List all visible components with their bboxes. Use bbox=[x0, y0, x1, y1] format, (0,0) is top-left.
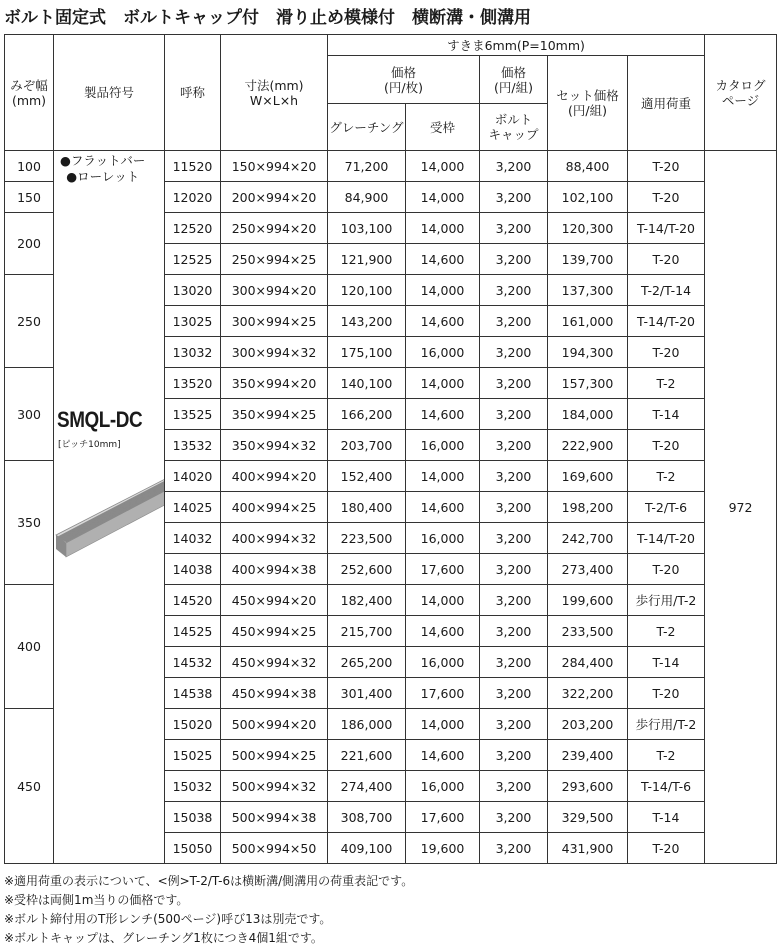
yobi-cell: 15038 bbox=[165, 802, 221, 833]
load-cell: T-2 bbox=[628, 616, 705, 647]
grating-price-cell: 182,400 bbox=[328, 585, 406, 616]
yobi-cell: 13032 bbox=[165, 337, 221, 368]
size-cell: 300×994×20 bbox=[221, 275, 328, 306]
bolt-cap-price-cell: 3,200 bbox=[480, 306, 548, 337]
bolt-cap-price-cell: 3,200 bbox=[480, 430, 548, 461]
frame-price-cell: 14,600 bbox=[406, 244, 480, 275]
size-cell: 450×994×25 bbox=[221, 616, 328, 647]
size-cell: 500×994×25 bbox=[221, 740, 328, 771]
yobi-cell: 14532 bbox=[165, 647, 221, 678]
load-cell: T-14 bbox=[628, 802, 705, 833]
grating-price-cell: 143,200 bbox=[328, 306, 406, 337]
frame-price-cell: 16,000 bbox=[406, 337, 480, 368]
grating-price-cell: 223,500 bbox=[328, 523, 406, 554]
yobi-cell: 13520 bbox=[165, 368, 221, 399]
yobi-cell: 14538 bbox=[165, 678, 221, 709]
load-cell: T-20 bbox=[628, 554, 705, 585]
frame-price-cell: 14,000 bbox=[406, 368, 480, 399]
frame-price-cell: 14,600 bbox=[406, 492, 480, 523]
size-cell: 150×994×20 bbox=[221, 151, 328, 182]
set-price-cell: 137,300 bbox=[548, 275, 628, 306]
bolt-cap-price-cell: 3,200 bbox=[480, 182, 548, 213]
load-cell: T-20 bbox=[628, 833, 705, 864]
size-cell: 450×994×38 bbox=[221, 678, 328, 709]
load-cell: T-14/T-20 bbox=[628, 523, 705, 554]
bolt-cap-price-cell: 3,200 bbox=[480, 616, 548, 647]
mizohaba-cell: 350 bbox=[5, 461, 54, 585]
mizohaba-cell: 150 bbox=[5, 182, 54, 213]
load-cell: T-14 bbox=[628, 399, 705, 430]
catalog-page-cell: 972 bbox=[705, 151, 777, 864]
header-grating: グレーチング bbox=[328, 104, 406, 151]
frame-price-cell: 14,000 bbox=[406, 213, 480, 244]
yobi-cell: 12520 bbox=[165, 213, 221, 244]
header-set-price: セット価格 (円/組) bbox=[548, 56, 628, 151]
frame-price-cell: 16,000 bbox=[406, 523, 480, 554]
bolt-cap-price-cell: 3,200 bbox=[480, 399, 548, 430]
frame-price-cell: 16,000 bbox=[406, 430, 480, 461]
grating-price-cell: 152,400 bbox=[328, 461, 406, 492]
size-cell: 500×994×38 bbox=[221, 802, 328, 833]
bolt-cap-price-cell: 3,200 bbox=[480, 833, 548, 864]
grating-price-cell: 308,700 bbox=[328, 802, 406, 833]
product-features bbox=[60, 153, 145, 185]
bolt-cap-price-cell: 3,200 bbox=[480, 709, 548, 740]
bolt-cap-price-cell: 3,200 bbox=[480, 461, 548, 492]
size-cell: 350×994×20 bbox=[221, 368, 328, 399]
yobi-cell: 13532 bbox=[165, 430, 221, 461]
size-cell: 500×994×20 bbox=[221, 709, 328, 740]
bolt-cap-price-cell: 3,200 bbox=[480, 151, 548, 182]
mizohaba-cell: 300 bbox=[5, 368, 54, 461]
note-3: ※ボルト締付用のT形レンチ(500ページ)呼び13は別売です。 bbox=[4, 912, 332, 926]
grating-price-cell: 175,100 bbox=[328, 337, 406, 368]
load-cell: T-14/T-20 bbox=[628, 213, 705, 244]
set-price-cell: 139,700 bbox=[548, 244, 628, 275]
grating-price-cell: 301,400 bbox=[328, 678, 406, 709]
frame-price-cell: 14,000 bbox=[406, 182, 480, 213]
load-cell: T-2 bbox=[628, 461, 705, 492]
size-cell: 450×994×20 bbox=[221, 585, 328, 616]
header-size: 寸法(mm) W×L×h bbox=[221, 35, 328, 151]
bolt-cap-price-cell: 3,200 bbox=[480, 554, 548, 585]
load-cell: T-20 bbox=[628, 430, 705, 461]
bolt-cap-price-cell: 3,200 bbox=[480, 678, 548, 709]
note-4: ※ボルトキャップは、グレーチング1枚につき4個1組です。 bbox=[4, 931, 323, 945]
header-price-sheet: 価格 (円/枚) bbox=[328, 56, 480, 104]
set-price-cell: 242,700 bbox=[548, 523, 628, 554]
header-price-set: 価格 (円/組) bbox=[480, 56, 548, 104]
mizohaba-cell: 250 bbox=[5, 275, 54, 368]
set-price-cell: 233,500 bbox=[548, 616, 628, 647]
set-price-cell: 273,400 bbox=[548, 554, 628, 585]
load-cell: T-20 bbox=[628, 244, 705, 275]
yobi-cell: 15020 bbox=[165, 709, 221, 740]
note-2: ※受枠は両側1m当りの価格です。 bbox=[4, 893, 189, 907]
size-cell: 350×994×25 bbox=[221, 399, 328, 430]
header-load: 適用荷重 bbox=[628, 56, 705, 151]
bolt-cap-price-cell: 3,200 bbox=[480, 802, 548, 833]
yobi-cell: 14020 bbox=[165, 461, 221, 492]
yobi-cell: 12525 bbox=[165, 244, 221, 275]
load-cell: 歩行用/T-2 bbox=[628, 585, 705, 616]
frame-price-cell: 14,600 bbox=[406, 399, 480, 430]
grating-price-cell: 140,100 bbox=[328, 368, 406, 399]
size-cell: 250×994×20 bbox=[221, 213, 328, 244]
mizohaba-cell: 400 bbox=[5, 585, 54, 709]
frame-price-cell: 16,000 bbox=[406, 771, 480, 802]
header-gap: すきま6mm(P=10mm) bbox=[328, 35, 705, 56]
grating-price-cell: 103,100 bbox=[328, 213, 406, 244]
size-cell: 250×994×25 bbox=[221, 244, 328, 275]
bolt-cap-price-cell: 3,200 bbox=[480, 523, 548, 554]
bolt-cap-price-cell: 3,200 bbox=[480, 585, 548, 616]
bolt-cap-price-cell: 3,200 bbox=[480, 771, 548, 802]
header-mizohaba: みぞ幅 (mm) bbox=[5, 35, 54, 151]
grating-price-cell: 166,200 bbox=[328, 399, 406, 430]
frame-price-cell: 17,600 bbox=[406, 678, 480, 709]
table-row bbox=[5, 151, 777, 182]
set-price-cell: 184,000 bbox=[548, 399, 628, 430]
yobi-cell: 13020 bbox=[165, 275, 221, 306]
set-price-cell: 222,900 bbox=[548, 430, 628, 461]
load-cell: T-14 bbox=[628, 647, 705, 678]
table-body bbox=[5, 151, 777, 864]
set-price-cell: 322,200 bbox=[548, 678, 628, 709]
grating-price-cell: 71,200 bbox=[328, 151, 406, 182]
bolt-cap-price-cell: 3,200 bbox=[480, 244, 548, 275]
grating-price-cell: 252,600 bbox=[328, 554, 406, 585]
set-price-cell: 88,400 bbox=[548, 151, 628, 182]
load-cell: 歩行用/T-2 bbox=[628, 709, 705, 740]
yobi-cell: 15032 bbox=[165, 771, 221, 802]
notes bbox=[4, 872, 413, 948]
load-cell: T-20 bbox=[628, 337, 705, 368]
product-code: SMQL-DC bbox=[57, 407, 143, 432]
yobi-cell: 11520 bbox=[165, 151, 221, 182]
mizohaba-cell: 200 bbox=[5, 213, 54, 275]
size-cell: 200×994×20 bbox=[221, 182, 328, 213]
frame-price-cell: 17,600 bbox=[406, 554, 480, 585]
set-price-cell: 194,300 bbox=[548, 337, 628, 368]
frame-price-cell: 14,000 bbox=[406, 585, 480, 616]
set-price-cell: 157,300 bbox=[548, 368, 628, 399]
frame-price-cell: 16,000 bbox=[406, 647, 480, 678]
set-price-cell: 161,000 bbox=[548, 306, 628, 337]
frame-price-cell: 14,600 bbox=[406, 306, 480, 337]
grating-price-cell: 221,600 bbox=[328, 740, 406, 771]
feature-flatbar: ●フラットバー bbox=[60, 153, 146, 168]
product-pitch: [ピッチ10mm] bbox=[58, 440, 121, 450]
yobi-cell: 13525 bbox=[165, 399, 221, 430]
price-table bbox=[4, 34, 777, 864]
bolt-cap-price-cell: 3,200 bbox=[480, 275, 548, 306]
size-cell: 400×994×25 bbox=[221, 492, 328, 523]
load-cell: T-20 bbox=[628, 182, 705, 213]
size-cell: 400×994×38 bbox=[221, 554, 328, 585]
load-cell: T-2/T-14 bbox=[628, 275, 705, 306]
set-price-cell: 203,200 bbox=[548, 709, 628, 740]
size-cell: 500×994×50 bbox=[221, 833, 328, 864]
yobi-cell: 14520 bbox=[165, 585, 221, 616]
frame-price-cell: 14,000 bbox=[406, 709, 480, 740]
frame-price-cell: 19,600 bbox=[406, 833, 480, 864]
grating-price-cell: 84,900 bbox=[328, 182, 406, 213]
yobi-cell: 14038 bbox=[165, 554, 221, 585]
header-yobi: 呼称 bbox=[165, 35, 221, 151]
bolt-cap-price-cell: 3,200 bbox=[480, 647, 548, 678]
set-price-cell: 169,600 bbox=[548, 461, 628, 492]
set-price-cell: 199,600 bbox=[548, 585, 628, 616]
yobi-cell: 14525 bbox=[165, 616, 221, 647]
bolt-cap-price-cell: 3,200 bbox=[480, 492, 548, 523]
load-cell: T-14/T-6 bbox=[628, 771, 705, 802]
frame-price-cell: 17,600 bbox=[406, 802, 480, 833]
header-product-code: 製品符号 bbox=[54, 35, 165, 151]
grating-price-cell: 180,400 bbox=[328, 492, 406, 523]
grating-price-cell: 274,400 bbox=[328, 771, 406, 802]
frame-price-cell: 14,000 bbox=[406, 461, 480, 492]
set-price-cell: 239,400 bbox=[548, 740, 628, 771]
product-cell bbox=[54, 151, 165, 864]
mizohaba-cell: 100 bbox=[5, 151, 54, 182]
yobi-cell: 15025 bbox=[165, 740, 221, 771]
header-frame: 受枠 bbox=[406, 104, 480, 151]
grating-price-cell: 265,200 bbox=[328, 647, 406, 678]
set-price-cell: 284,400 bbox=[548, 647, 628, 678]
header-catalog: カタログ ページ bbox=[705, 35, 777, 151]
frame-price-cell: 14,600 bbox=[406, 740, 480, 771]
grating-price-cell: 120,100 bbox=[328, 275, 406, 306]
page-title: ボルト固定式 ボルトキャップ付 滑り止め模様付 横断溝・側溝用 bbox=[4, 8, 531, 28]
bolt-cap-price-cell: 3,200 bbox=[480, 740, 548, 771]
set-price-cell: 102,100 bbox=[548, 182, 628, 213]
yobi-cell: 14025 bbox=[165, 492, 221, 523]
grating-image bbox=[54, 457, 165, 575]
grating-price-cell: 215,700 bbox=[328, 616, 406, 647]
size-cell: 300×994×32 bbox=[221, 337, 328, 368]
grating-price-cell: 121,900 bbox=[328, 244, 406, 275]
load-cell: T-20 bbox=[628, 151, 705, 182]
set-price-cell: 120,300 bbox=[548, 213, 628, 244]
size-cell: 400×994×20 bbox=[221, 461, 328, 492]
set-price-cell: 198,200 bbox=[548, 492, 628, 523]
grating-price-cell: 186,000 bbox=[328, 709, 406, 740]
note-1: ※適用荷重の表示について、<例>T-2/T-6は横断溝/側溝用の荷重表記です。 bbox=[4, 874, 414, 888]
grating-price-cell: 409,100 bbox=[328, 833, 406, 864]
size-cell: 450×994×32 bbox=[221, 647, 328, 678]
feature-knurl: ●ローレット bbox=[66, 169, 140, 184]
yobi-cell: 15050 bbox=[165, 833, 221, 864]
grating-price-cell: 203,700 bbox=[328, 430, 406, 461]
bolt-cap-price-cell: 3,200 bbox=[480, 337, 548, 368]
frame-price-cell: 14,600 bbox=[406, 616, 480, 647]
frame-price-cell: 14,000 bbox=[406, 275, 480, 306]
load-cell: T-2 bbox=[628, 368, 705, 399]
yobi-cell: 13025 bbox=[165, 306, 221, 337]
load-cell: T-20 bbox=[628, 678, 705, 709]
size-cell: 500×994×32 bbox=[221, 771, 328, 802]
load-cell: T-2 bbox=[628, 740, 705, 771]
set-price-cell: 329,500 bbox=[548, 802, 628, 833]
size-cell: 300×994×25 bbox=[221, 306, 328, 337]
header-bolt-cap: ボルト キャップ bbox=[480, 104, 548, 151]
size-cell: 400×994×32 bbox=[221, 523, 328, 554]
load-cell: T-14/T-20 bbox=[628, 306, 705, 337]
set-price-cell: 293,600 bbox=[548, 771, 628, 802]
set-price-cell: 431,900 bbox=[548, 833, 628, 864]
mizohaba-cell: 450 bbox=[5, 709, 54, 864]
load-cell: T-2/T-6 bbox=[628, 492, 705, 523]
yobi-cell: 14032 bbox=[165, 523, 221, 554]
yobi-cell: 12020 bbox=[165, 182, 221, 213]
frame-price-cell: 14,000 bbox=[406, 151, 480, 182]
bolt-cap-price-cell: 3,200 bbox=[480, 213, 548, 244]
size-cell: 350×994×32 bbox=[221, 430, 328, 461]
bolt-cap-price-cell: 3,200 bbox=[480, 368, 548, 399]
